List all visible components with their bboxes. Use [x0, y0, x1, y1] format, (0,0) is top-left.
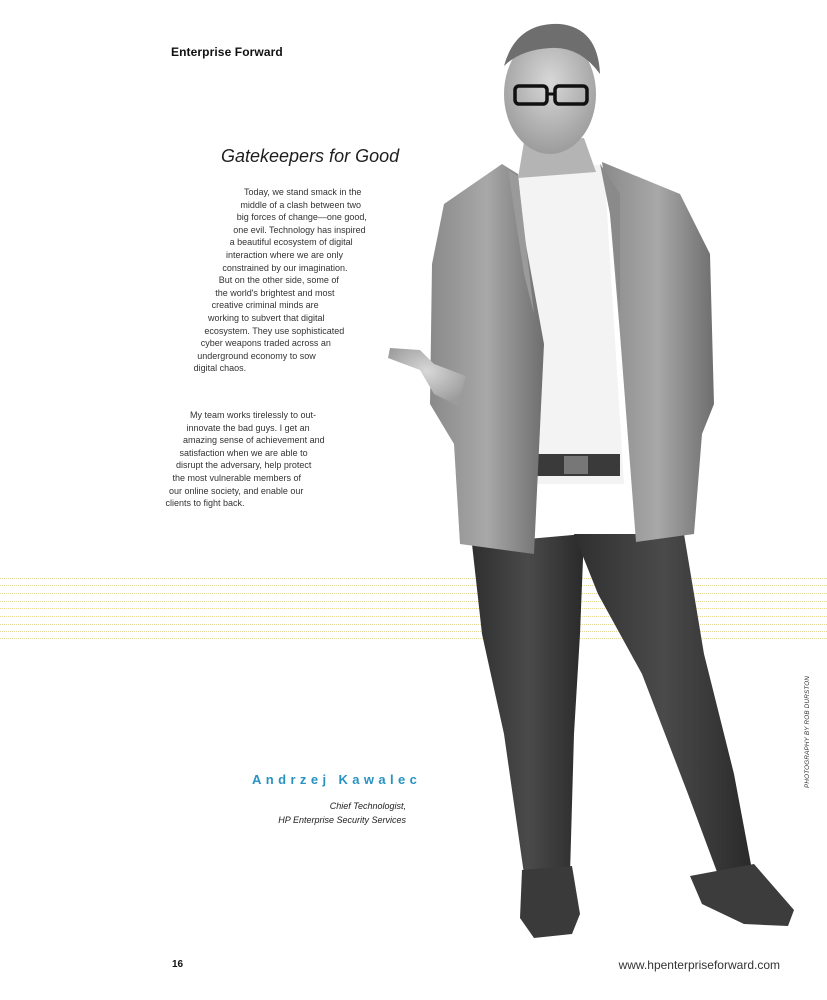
page-number: 16	[172, 959, 184, 970]
paragraph-line: My team works tirelessly to out-	[190, 410, 317, 420]
person-title-line-1: Chief Technologist,	[329, 801, 406, 811]
paragraph-line: one evil. Technology has inspired	[233, 224, 366, 235]
paragraph-line: ecosystem. They use sophisticated	[204, 325, 345, 336]
paragraph-line: digital chaos.	[193, 363, 247, 374]
paragraph-line: satisfaction when we are able to	[179, 447, 308, 458]
paragraph-line: But on the other side, some of	[218, 275, 339, 286]
portrait-photo-icon	[384, 14, 804, 966]
paragraph-line: the most vulnerable members of	[172, 473, 302, 483]
paragraph-line: a beautiful ecosystem of digital	[229, 237, 353, 248]
paragraph-line: big forces of change—one good,	[236, 212, 367, 223]
paragraph-line: the world's brightest and most	[215, 287, 335, 298]
paragraph-line: interaction where we are only	[226, 250, 344, 260]
photo-credit: PHOTOGRAPHY BY ROB DURSTON	[804, 675, 811, 788]
person-name: Andrzej Kawalec	[252, 772, 422, 787]
paragraph-line: disrupt the adversary, help protect	[176, 460, 312, 471]
section-label: Enterprise Forward	[171, 45, 283, 59]
paragraph-line: creative criminal minds are	[211, 300, 319, 311]
paragraph-line: amazing sense of achievement and	[183, 435, 325, 446]
paragraph-line: underground economy to sow	[197, 350, 316, 361]
article-headline: Gatekeepers for Good	[221, 146, 400, 166]
paragraph-line: middle of a clash between two	[240, 199, 361, 210]
paragraph-line: cyber weapons traded across an	[200, 338, 331, 349]
paragraph-line: our online society, and enable our	[169, 485, 304, 496]
website-url[interactable]: www.hpenterpriseforward.com	[618, 958, 780, 972]
person-title-line-2: HP Enterprise Security Services	[278, 815, 406, 825]
paragraph-line: innovate the bad guys. I get an	[186, 422, 310, 433]
paragraph-line: constrained by our imagination.	[222, 262, 348, 273]
paragraph-line: working to subvert that digital	[208, 313, 325, 323]
paragraph-line: Today, we stand smack in the	[244, 187, 362, 197]
paragraph-line: clients to fight back.	[165, 498, 245, 509]
